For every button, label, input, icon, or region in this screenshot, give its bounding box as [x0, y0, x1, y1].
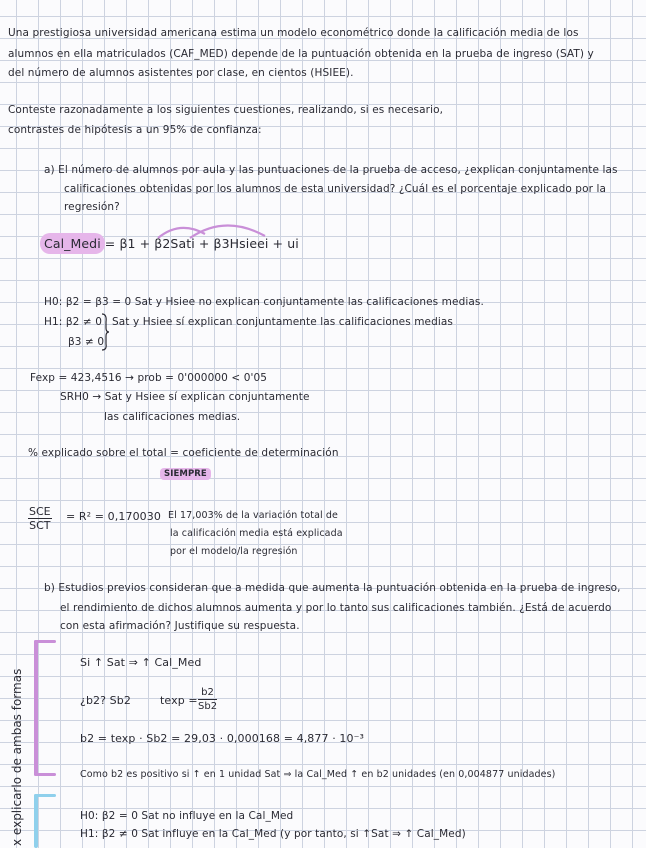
- model-equation: [40, 237, 299, 250]
- hypothesis-h0-a: H0: β2 = β3 = 0 Sat y Hsiee no explican conjuntamente las calificaciones medias.: [44, 296, 484, 308]
- purple-bracket-bar: [34, 640, 38, 776]
- answer-b-line-2-q: ¿b2? Sb2: [80, 694, 131, 707]
- side-label: x explicarlo de ambas formas: [10, 668, 24, 846]
- r2-fraction-num: SCE: [29, 505, 51, 518]
- hypothesis-h1-text: Sat y Hsiee sí explican conjuntamente las calificaciones medias: [112, 316, 453, 328]
- purple-bracket-bottom: [34, 773, 56, 776]
- texp-fraction: [198, 686, 217, 713]
- texp-fraction-den: Sb2: [198, 701, 218, 712]
- question-a-line-2: calificaciones obtenidas por los alumnos de esta universidad? ¿Cuál es el porcentaje explicado por la: [64, 183, 606, 195]
- siempre-badge: SIEMPRE: [160, 468, 211, 480]
- model-equation-rhs: = β1 + β2Sati + β3Hsieei + ui: [104, 236, 299, 251]
- answer-b-line-4: Como b2 es positivo si ↑ en 1 unidad Sat ⇒ la Cal_Med ↑ en b2 unidades (en 0,004877 unidades): [80, 769, 556, 780]
- r2-note-3: por el modelo/la regresión: [170, 546, 298, 557]
- r2-note-2: la calificación media está explicada: [170, 528, 343, 539]
- r2-note-1: El 17,003% de la variación total de: [168, 510, 338, 521]
- hypothesis-h1-b: β3 ≠ 0: [68, 336, 105, 348]
- question-b-line-1: b) Estudios previos consideran que a medida que aumenta la puntuación obtenida en la prueba de ingreso,: [44, 582, 621, 594]
- blue-bracket-top: [34, 794, 56, 797]
- blue-bracket-bar: [34, 794, 38, 848]
- instructions-line-1: Conteste razonadamente a los siguientes cuestiones, realizando, si es necesario,: [8, 104, 444, 116]
- r2-fraction-den: SCT: [29, 519, 51, 532]
- r2-equals: = R² = 0,170030: [66, 510, 161, 523]
- r2-badge-wrap: [160, 467, 211, 481]
- r2-fraction: [28, 505, 52, 532]
- hypothesis-h1-a: H1: β2 ≠ 0: [44, 316, 102, 328]
- question-b-line-2: el rendimiento de dichos alumnos aumenta y por lo tanto sus calificaciones también. ¿Está de acuerdo: [60, 602, 612, 614]
- f-test-line-2: SRH0 → Sat y Hsiee sí explican conjuntamente: [60, 391, 310, 403]
- answer-b-line-1: Si ↑ Sat ⇒ ↑ Cal_Med: [80, 656, 202, 669]
- answer-b-line-3: b2 = texp · Sb2 = 29,03 · 0,000168 = 4,877 · 10⁻³: [80, 732, 365, 745]
- intro-line-3: del número de alumnos asistentes por clase, en cientos (HSIEE).: [8, 67, 354, 79]
- answer-b-line-2-t: texp =: [160, 694, 198, 707]
- question-a-line-3: regresión?: [64, 201, 120, 213]
- r2-intro: % explicado sobre el total = coeficiente de determinación: [28, 447, 339, 459]
- question-b-line-3: con esta afirmación? Justifique su respuesta.: [60, 620, 300, 632]
- f-test-line-1: Fexp = 423,4516 → prob = 0'000000 < 0'05: [30, 372, 268, 384]
- brace-icon: [100, 312, 110, 352]
- intro-line-1: Una prestigiosa universidad americana estima un modelo econométrico donde la calificación media de los: [8, 27, 579, 39]
- f-test-line-3: las calificaciones medias.: [104, 411, 241, 423]
- purple-bracket-top: [34, 640, 56, 643]
- intro-line-2: alumnos en ella matriculados (CAF_MED) depende de la puntuación obtenida en la prueba de ingreso (SAT) y: [8, 48, 594, 60]
- question-a-line-1: a) El número de alumnos por aula y las puntuaciones de la prueba de acceso, ¿explican conjuntamente las: [44, 164, 618, 176]
- answer-b-h1: H1: β2 ≠ 0 Sat influye en la Cal_Med (y por tanto, si ↑Sat ⇒ ↑ Cal_Med): [80, 828, 466, 840]
- model-equation-lhs: Cal_Medi: [40, 233, 105, 254]
- instructions-line-2: contrastes de hipótesis a un 95% de confianza:: [8, 124, 262, 136]
- answer-b-h0: H0: β2 = 0 Sat no influye en la Cal_Med: [80, 810, 294, 822]
- texp-fraction-num: b2: [198, 686, 217, 700]
